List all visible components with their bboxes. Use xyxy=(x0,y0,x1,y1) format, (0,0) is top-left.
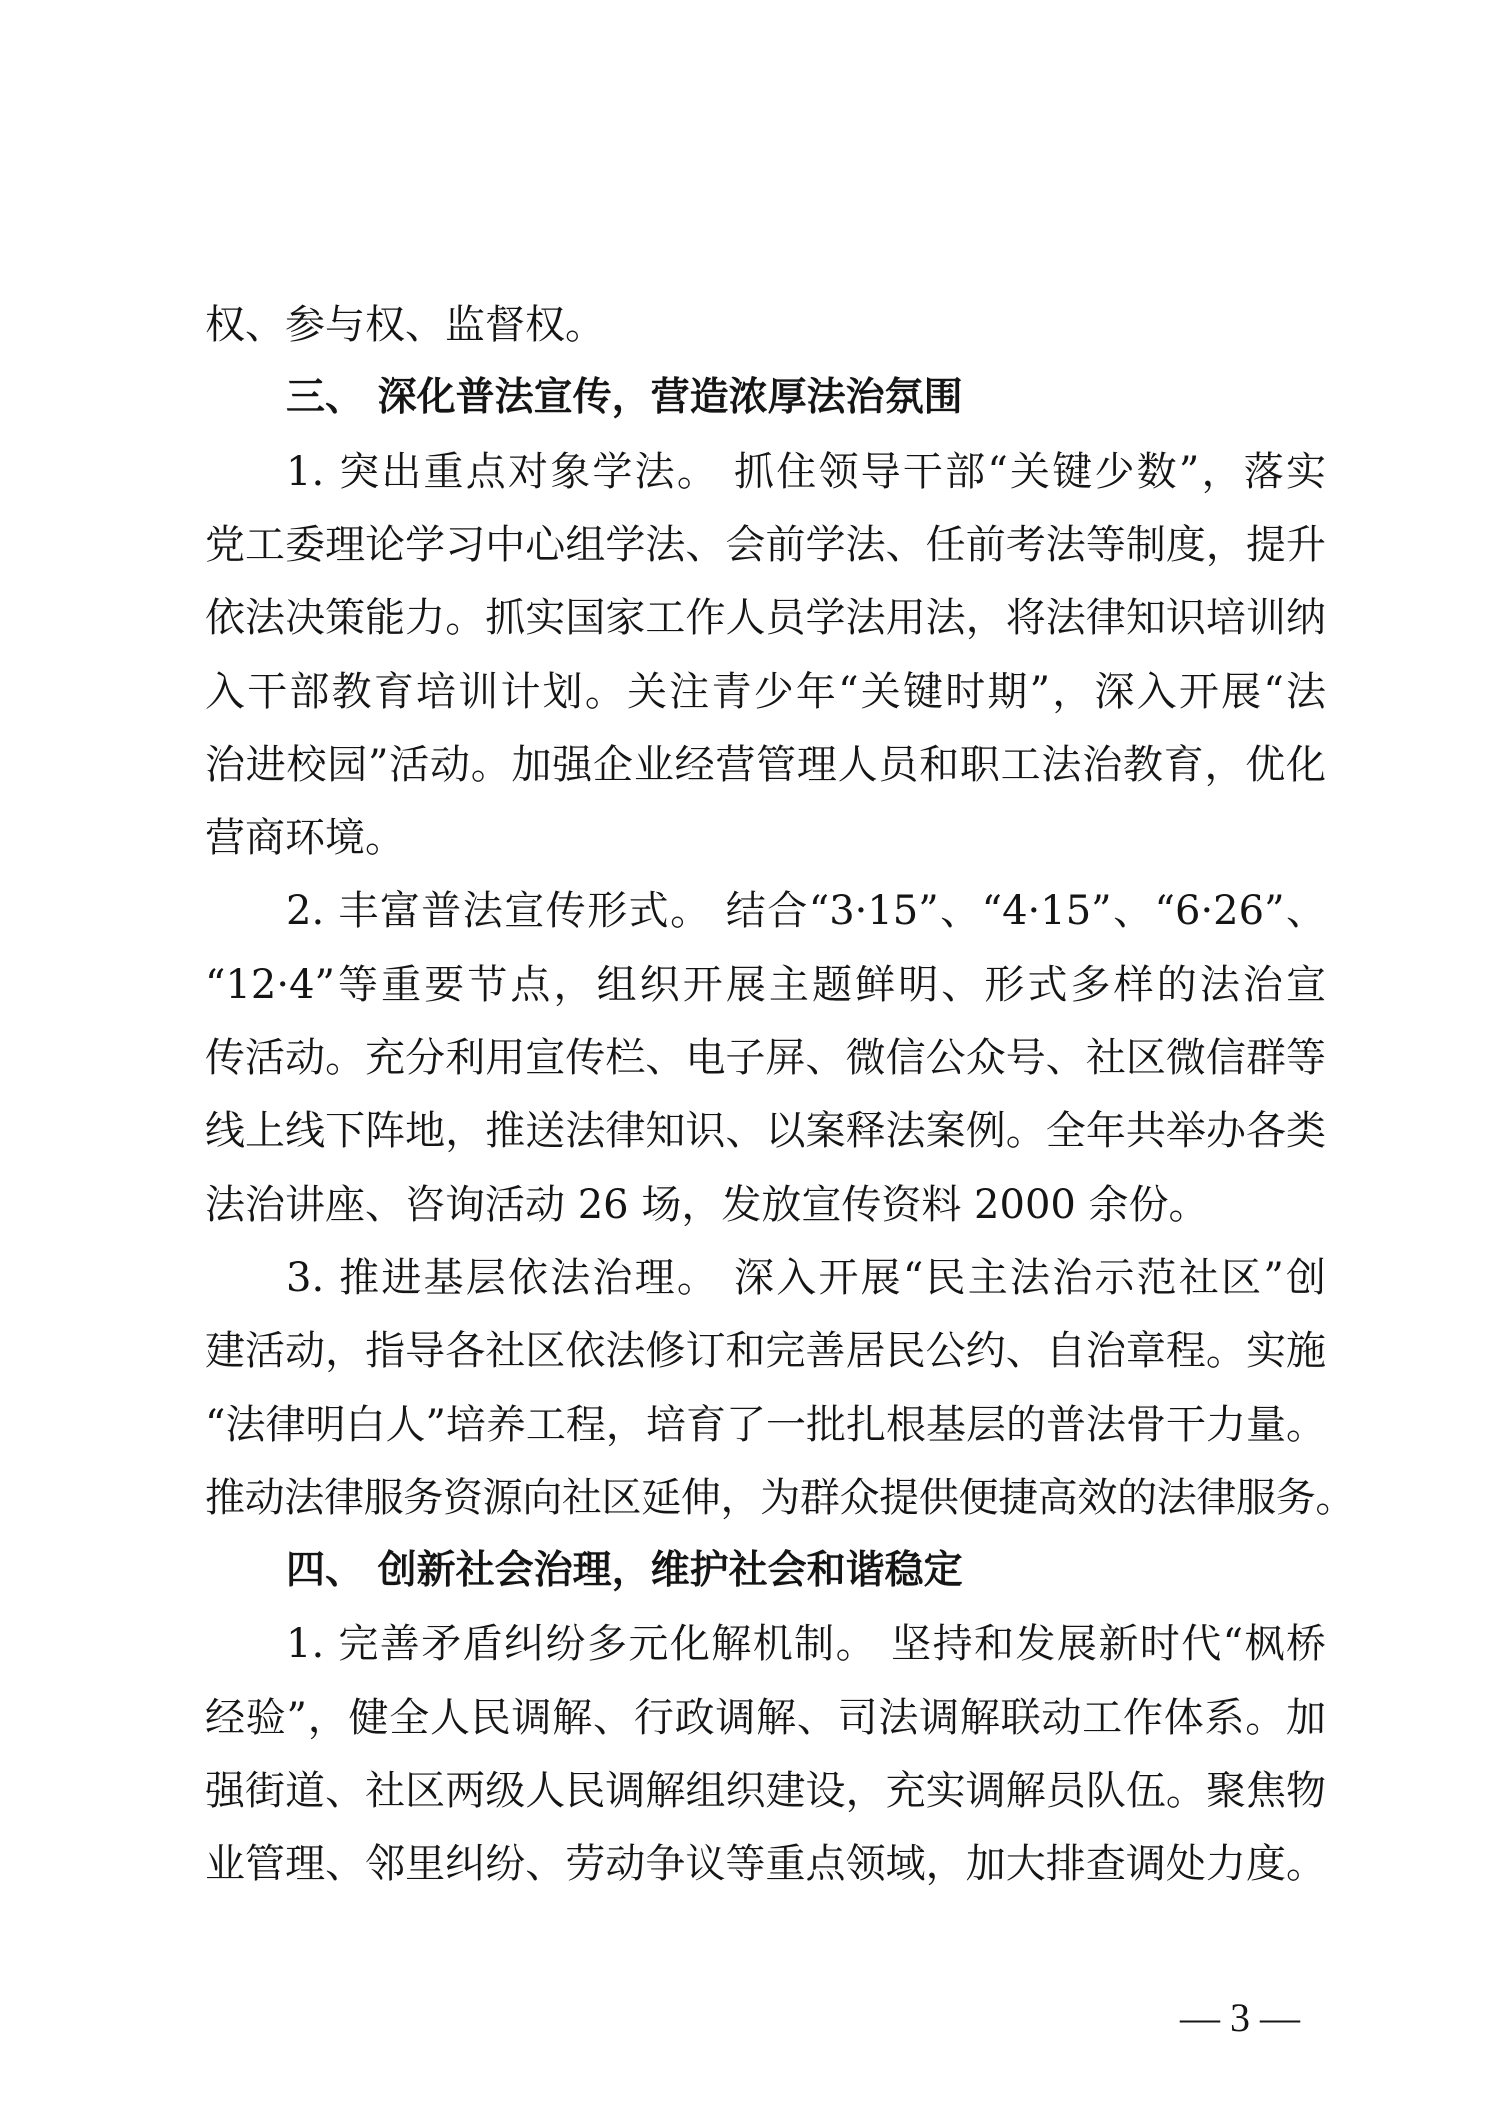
text-line: 治进校园”活动。加强企业经营管理人员和职工法治教育，优化 xyxy=(205,741,1326,788)
text-line: 2. 丰富普法宣传形式。 结合“3·15”、“4·15”、“6·26”、 xyxy=(286,888,1326,935)
text-line: “12·4”等重要节点，组织开展主题鲜明、形式多样的法治宣 xyxy=(205,961,1326,1008)
text-line: 营商环境。 xyxy=(205,815,405,862)
text-line: 业管理、邻里纠纷、劳动争议等重点领域，加大排查调处力度。 xyxy=(205,1841,1326,1888)
text-line: 3. 推进基层依法治理。 深入开展“民主法治示范社区”创 xyxy=(286,1254,1326,1301)
text-line: 入干部教育培训计划。关注青少年“关键时期”，深入开展“法 xyxy=(205,668,1326,715)
text-line: 经验”，健全人民调解、行政调解、司法调解联动工作体系。加 xyxy=(205,1694,1326,1741)
text-line: 权、参与权、监督权。 xyxy=(205,302,605,348)
page-number: — 3 — xyxy=(1180,1995,1300,2040)
section-heading: 四、 创新社会治理，维护社会和谐稳定 xyxy=(286,1548,963,1594)
text-line: 传活动。充分利用宣传栏、电子屏、微信公众号、社区微信群等 xyxy=(205,1035,1326,1081)
text-line: 线上线下阵地，推送法律知识、以案释法案例。全年共举办各类 xyxy=(205,1108,1326,1155)
text-line: 推动法律服务资源向社区延伸，为群众提供便捷高效的法律服务。 xyxy=(205,1474,1355,1521)
text-line: 强街道、社区两级人民调解组织建设，充实调解员队伍。聚焦物 xyxy=(205,1768,1326,1814)
text-line: 依法决策能力。抓实国家工作人员学法用法，将法律知识培训纳 xyxy=(205,595,1326,642)
text-line: 党工委理论学习中心组学法、会前学法、任前考法等制度，提升 xyxy=(205,521,1326,568)
text-line: 法治讲座、咨询活动 26 场，发放宣传资料 2000 余份。 xyxy=(205,1181,1209,1228)
text-line: 建活动，指导各社区依法修订和完善居民公约、自治章程。实施 xyxy=(205,1328,1326,1375)
section-heading: 三、 深化普法宣传，营造浓厚法治氛围 xyxy=(286,375,963,421)
text-line: “法律明白人”培养工程，培育了一批扎根基层的普法骨干力量。 xyxy=(205,1401,1326,1448)
text-line: 1. 突出重点对象学法。 抓住领导干部“关键少数”，落实 xyxy=(286,448,1326,495)
text-line: 1. 完善矛盾纠纷多元化解机制。 坚持和发展新时代“枫桥 xyxy=(286,1621,1326,1668)
